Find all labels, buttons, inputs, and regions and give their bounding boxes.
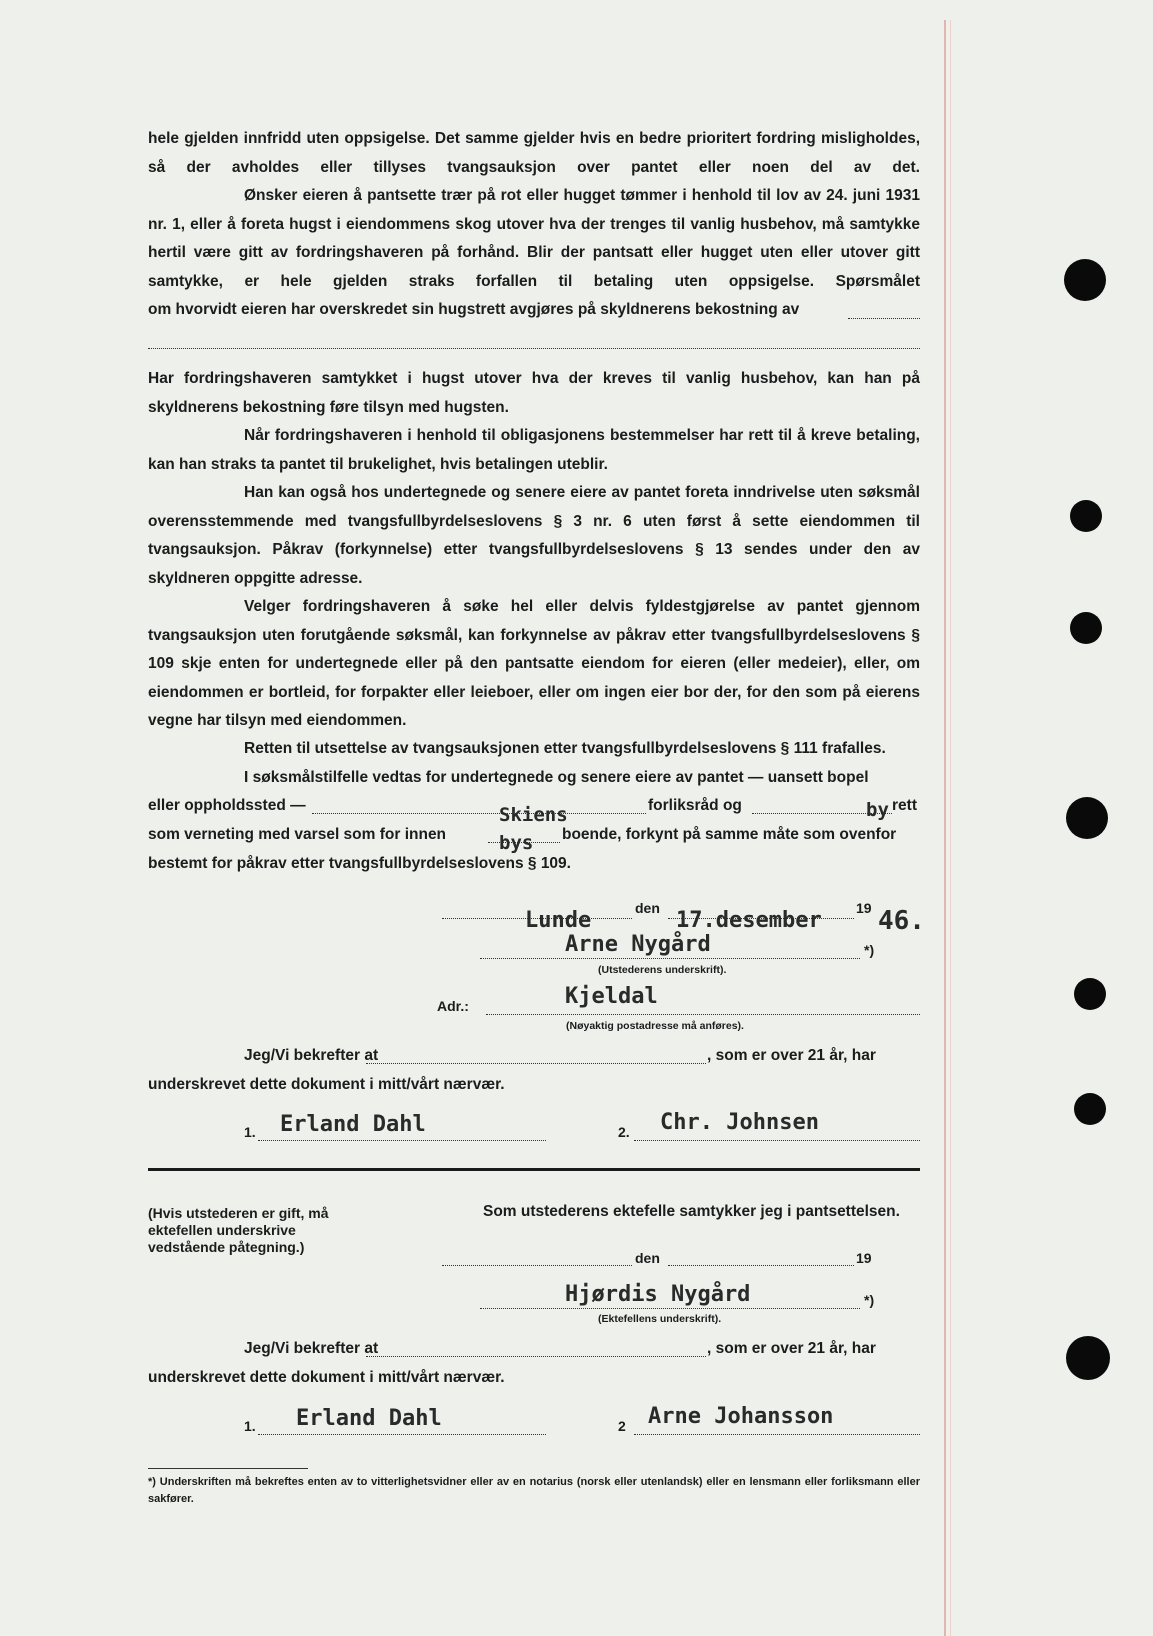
paragraph-default: hele gjelden innfridd uten oppsigelse. Det samme gjelder hvis en bedre prioritert fordring misligholdes, så der avholdes eller tillyses tvangsauksjon over pantet eller noen del av det.: [148, 130, 920, 176]
date-den-label: den: [635, 900, 660, 916]
witness1-signature-1: Erland Dahl: [280, 1112, 426, 1137]
handwritten-date: 17.desember: [676, 908, 822, 933]
venue-text-1: eller oppholdssted —: [148, 797, 306, 814]
witness2-line-1: [258, 1434, 546, 1435]
witness2-number-1: 1.: [244, 1418, 256, 1434]
spouse-heading: Som utstederens ektefelle samtykker jeg i pantsettelsen.: [483, 1203, 900, 1220]
witness1-text-a: Jeg/Vi bekrefter at: [244, 1047, 379, 1064]
venue-text-2: forliksråd og: [648, 797, 742, 814]
handwritten-place: Lunde: [525, 908, 592, 933]
handwritten-by: by: [866, 799, 889, 821]
spouse-instruction: (Hvis utstederen er gift, må ektefellen underskrive vedstående påtegning.): [148, 1205, 329, 1255]
issuer-signature: Arne Nygård: [565, 932, 711, 957]
witness2-text-a: Jeg/Vi bekrefter at: [244, 1340, 379, 1357]
address-label: Adr.:: [437, 998, 469, 1014]
spouse-signature-caption: (Ektefellens underskrift).: [598, 1313, 722, 1325]
spouse-place-blank: [442, 1265, 632, 1266]
spouse-year-prefix: 19: [856, 1250, 872, 1266]
paragraph-timber-last-line: om hvorvidt eieren har overskredet sin hugstrett avgjøres på skyldnerens bekostning av: [148, 301, 800, 318]
blank-line-assessor-2: [148, 348, 920, 349]
witness2-blank: [366, 1356, 706, 1357]
paragraph-usage: Når fordringshaveren i henhold til obligasjonens bestemmelser har rett til å kreve betaling, kan han straks ta pantet til brukelighet, hvis betalingen uteblir.: [148, 427, 920, 473]
spouse-footnote-mark: *): [864, 1292, 875, 1308]
witness1-text-b: , som er over 21 år, har: [707, 1047, 876, 1064]
venue-text-3: rett: [892, 797, 917, 814]
venue-text-6: bestemt for påkrav etter tvangsfullbyrdelseslovens § 109.: [148, 855, 571, 872]
witness2-line-2: [634, 1434, 920, 1435]
punch-hole-3: [1070, 612, 1102, 644]
address-line: [486, 1014, 920, 1015]
section-divider: [148, 1168, 920, 1171]
punch-hole-5: [1074, 978, 1106, 1010]
witness1-number-1: 1.: [244, 1124, 256, 1140]
witness1-line-2: [634, 1140, 920, 1141]
handwritten-bys: bys: [499, 832, 534, 854]
witness1-number-2: 2.: [618, 1124, 630, 1140]
handwritten-city: Skiens: [499, 804, 568, 826]
witness2-text-b: , som er over 21 år, har: [707, 1340, 876, 1357]
witness1-signature-2: Chr. Johnsen: [660, 1110, 819, 1135]
venue-blank-1: [312, 813, 646, 814]
paragraph-auction: Velger fordringshaveren å søke hel eller delvis fyldestgjørelse av pantet gjennom tvangsauksjon uten forutgående søksmål, kan forkynnelse av påkrav etter tvangsfullbyrdelseslovens § 109 skje enten for undertegnede eller på den pantsatte eiendom for eieren (eller medeier), eller, om eiendommen er bortleid, for forpakter eller leieboer, eller om ingen eier bor der, for den som på eierens vegne har tilsyn med eiendommen.: [148, 598, 920, 729]
blank-line-assessor: [848, 318, 920, 319]
paragraph-postponement: Retten til utsettelse av tvangsauksjonen etter tvangsfullbyrdelseslovens § 111 frafalles.: [244, 740, 886, 757]
witness2-signature-1: Erland Dahl: [296, 1406, 442, 1431]
issuer-footnote-mark: *): [864, 942, 875, 958]
handwritten-year: 46.: [878, 906, 925, 936]
year-prefix: 19: [856, 900, 872, 916]
witness2-text-c: underskrevet dette dokument i mitt/vårt nærvær.: [148, 1369, 505, 1386]
punch-hole-4: [1066, 797, 1108, 839]
witness2-signature-2: Arne Johansson: [648, 1404, 834, 1429]
red-margin-line-secondary: [950, 20, 951, 1636]
paragraph-supervision: Har fordringshaveren samtykket i hugst utover hva der kreves til vanlig husbehov, kan han på skyldnerens bekostning føre tilsyn med hugsten.: [148, 370, 920, 416]
punch-hole-6: [1074, 1093, 1106, 1125]
spouse-signature: Hjørdis Nygård: [565, 1282, 751, 1307]
paragraph-timber: Ønsker eieren å pantsette trær på rot eller hugget tømmer i henhold til lov av 24. juni 1931 nr. 1, eller å foreta hugst i eiendommens skog utover hva der trenges til vanlig husbehov, må samtykke hertil være gitt av fordringshaveren på forhånd. Blir der pantsatt eller hugget uten eller utover gitt samtykke, er hele gjelden straks forfallen til betaling uten oppsigelse. Spørsmålet: [148, 187, 920, 290]
venue-text-5: boende, forkynt på samme måte som ovenfor: [562, 826, 897, 843]
punch-hole-7: [1066, 1336, 1110, 1380]
witness1-blank: [366, 1063, 706, 1064]
issuer-signature-caption: (Utstederens underskrift).: [598, 964, 727, 976]
red-margin-line: [944, 20, 946, 1636]
paragraph-venue: I søksmålstilfelle vedtas for undertegnede og senere eiere av pantet — uansett bopel: [244, 769, 869, 786]
issuer-signature-line: [480, 958, 860, 959]
paragraph-collection: Han kan også hos undertegnede og senere eiere av pantet foreta inndrivelse uten søksmål overensstemmende med tvangsfullbyrdelseslovens § 3 nr. 6 uten først å sette eiendommen til tvangsauksjon. Påkrav (forkynnelse) etter tvangsfullbyrdelseslovens § 13 sendes under den av skyldneren oppgitte adresse.: [148, 484, 920, 587]
spouse-den-label: den: [635, 1250, 660, 1266]
punch-hole-1: [1064, 259, 1106, 301]
venue-text-4: som verneting med varsel som for innen: [148, 826, 447, 843]
witness1-text-c: underskrevet dette dokument i mitt/vårt nærvær.: [148, 1076, 505, 1093]
spouse-signature-line: [480, 1308, 860, 1309]
footnote-rule: [148, 1468, 308, 1469]
address-caption: (Nøyaktig postadresse må anføres).: [566, 1020, 744, 1032]
witness2-number-2: 2: [618, 1418, 626, 1434]
spouse-date-blank: [668, 1265, 854, 1266]
punch-hole-2: [1070, 500, 1102, 532]
witness1-line-1: [258, 1140, 546, 1141]
handwritten-address: Kjeldal: [565, 984, 658, 1009]
footnote: *) Underskriften må bekreftes enten av to vitterlighetsvidner eller av en notarius (norsk eller utenlandsk) eller en lensmann eller forliksmann eller sakfører.: [148, 1476, 920, 1505]
